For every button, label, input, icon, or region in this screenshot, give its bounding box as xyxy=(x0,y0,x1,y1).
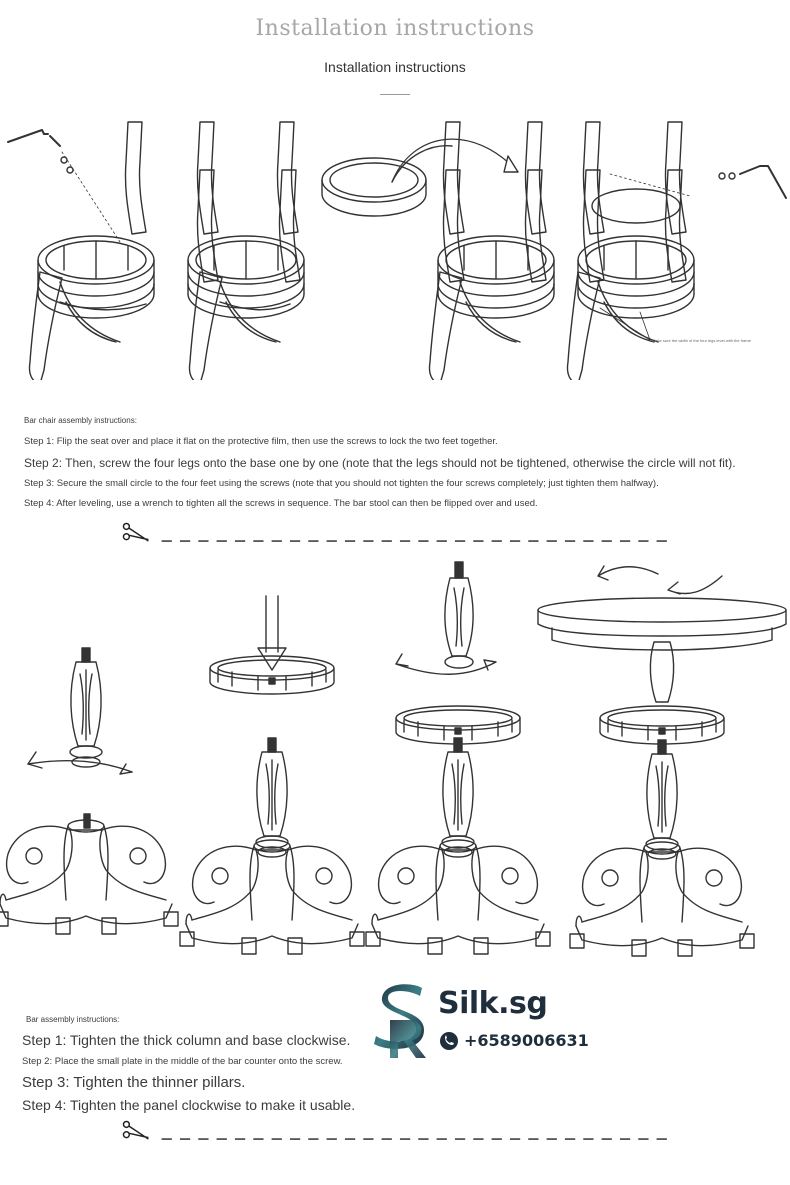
whatsapp-icon xyxy=(438,1030,460,1052)
table-step-1-diagram xyxy=(0,648,178,934)
title-divider xyxy=(380,94,410,95)
brand-phone: +6589006631 xyxy=(464,1031,589,1050)
table-step-2: Step 2: Place the small plate in the middle of the bar counter onto the screw. xyxy=(22,1056,343,1067)
page-title: Installation instructions xyxy=(255,16,535,41)
chair-step-1-diagram xyxy=(8,122,154,380)
table-step-4-diagram xyxy=(538,566,786,956)
chair-step-3-diagram xyxy=(322,122,554,380)
sr-monogram-icon xyxy=(372,980,436,1060)
chair-instructions-heading: Bar chair assembly instructions: xyxy=(24,416,137,425)
chair-step-4: Step 4: After leveling, use a wrench to tighten all the screws in sequence. The bar stool can then be flipped over and used. xyxy=(24,498,538,509)
bar-table-assembly-illustration xyxy=(0,558,790,968)
scissors-icon xyxy=(123,523,148,541)
cut-line-bottom xyxy=(22,1120,772,1142)
table-step-2-diagram xyxy=(180,596,364,954)
chair-step-1: Step 1: Flip the seat over and place it flat on the protective film, then use the screws to lock the two feet together. xyxy=(24,436,498,447)
scissors-icon xyxy=(123,1121,148,1139)
brand-name: Silk.sg xyxy=(438,986,548,1021)
table-instructions-heading: Bar assembly instructions: xyxy=(26,1015,120,1024)
cut-line-top xyxy=(22,522,772,544)
table-step-3: Step 3: Tighten the thinner pillars. xyxy=(22,1074,246,1091)
brand-watermark xyxy=(372,980,589,1060)
chair-diagram-note: Make sure the width of the four legs level with the frame xyxy=(652,338,751,343)
table-step-4: Step 4: Tighten the panel clockwise to make it usable. xyxy=(22,1097,356,1113)
table-step-1: Step 1: Tighten the thick column and base clockwise. xyxy=(22,1032,351,1048)
chair-step-2: Step 2: Then, screw the four legs onto the base one by one (note that the legs should not be tightened, otherwise the circle will not fit). xyxy=(24,456,736,470)
chair-step-3: Step 3: Secure the small circle to the four feet using the screws (note that you should not tighten the four screws completely; just tighten them halfway). xyxy=(24,478,659,489)
table-step-3-diagram xyxy=(366,562,550,954)
chair-step-2-diagram xyxy=(188,122,304,380)
page-subtitle: Installation instructions xyxy=(324,59,466,75)
